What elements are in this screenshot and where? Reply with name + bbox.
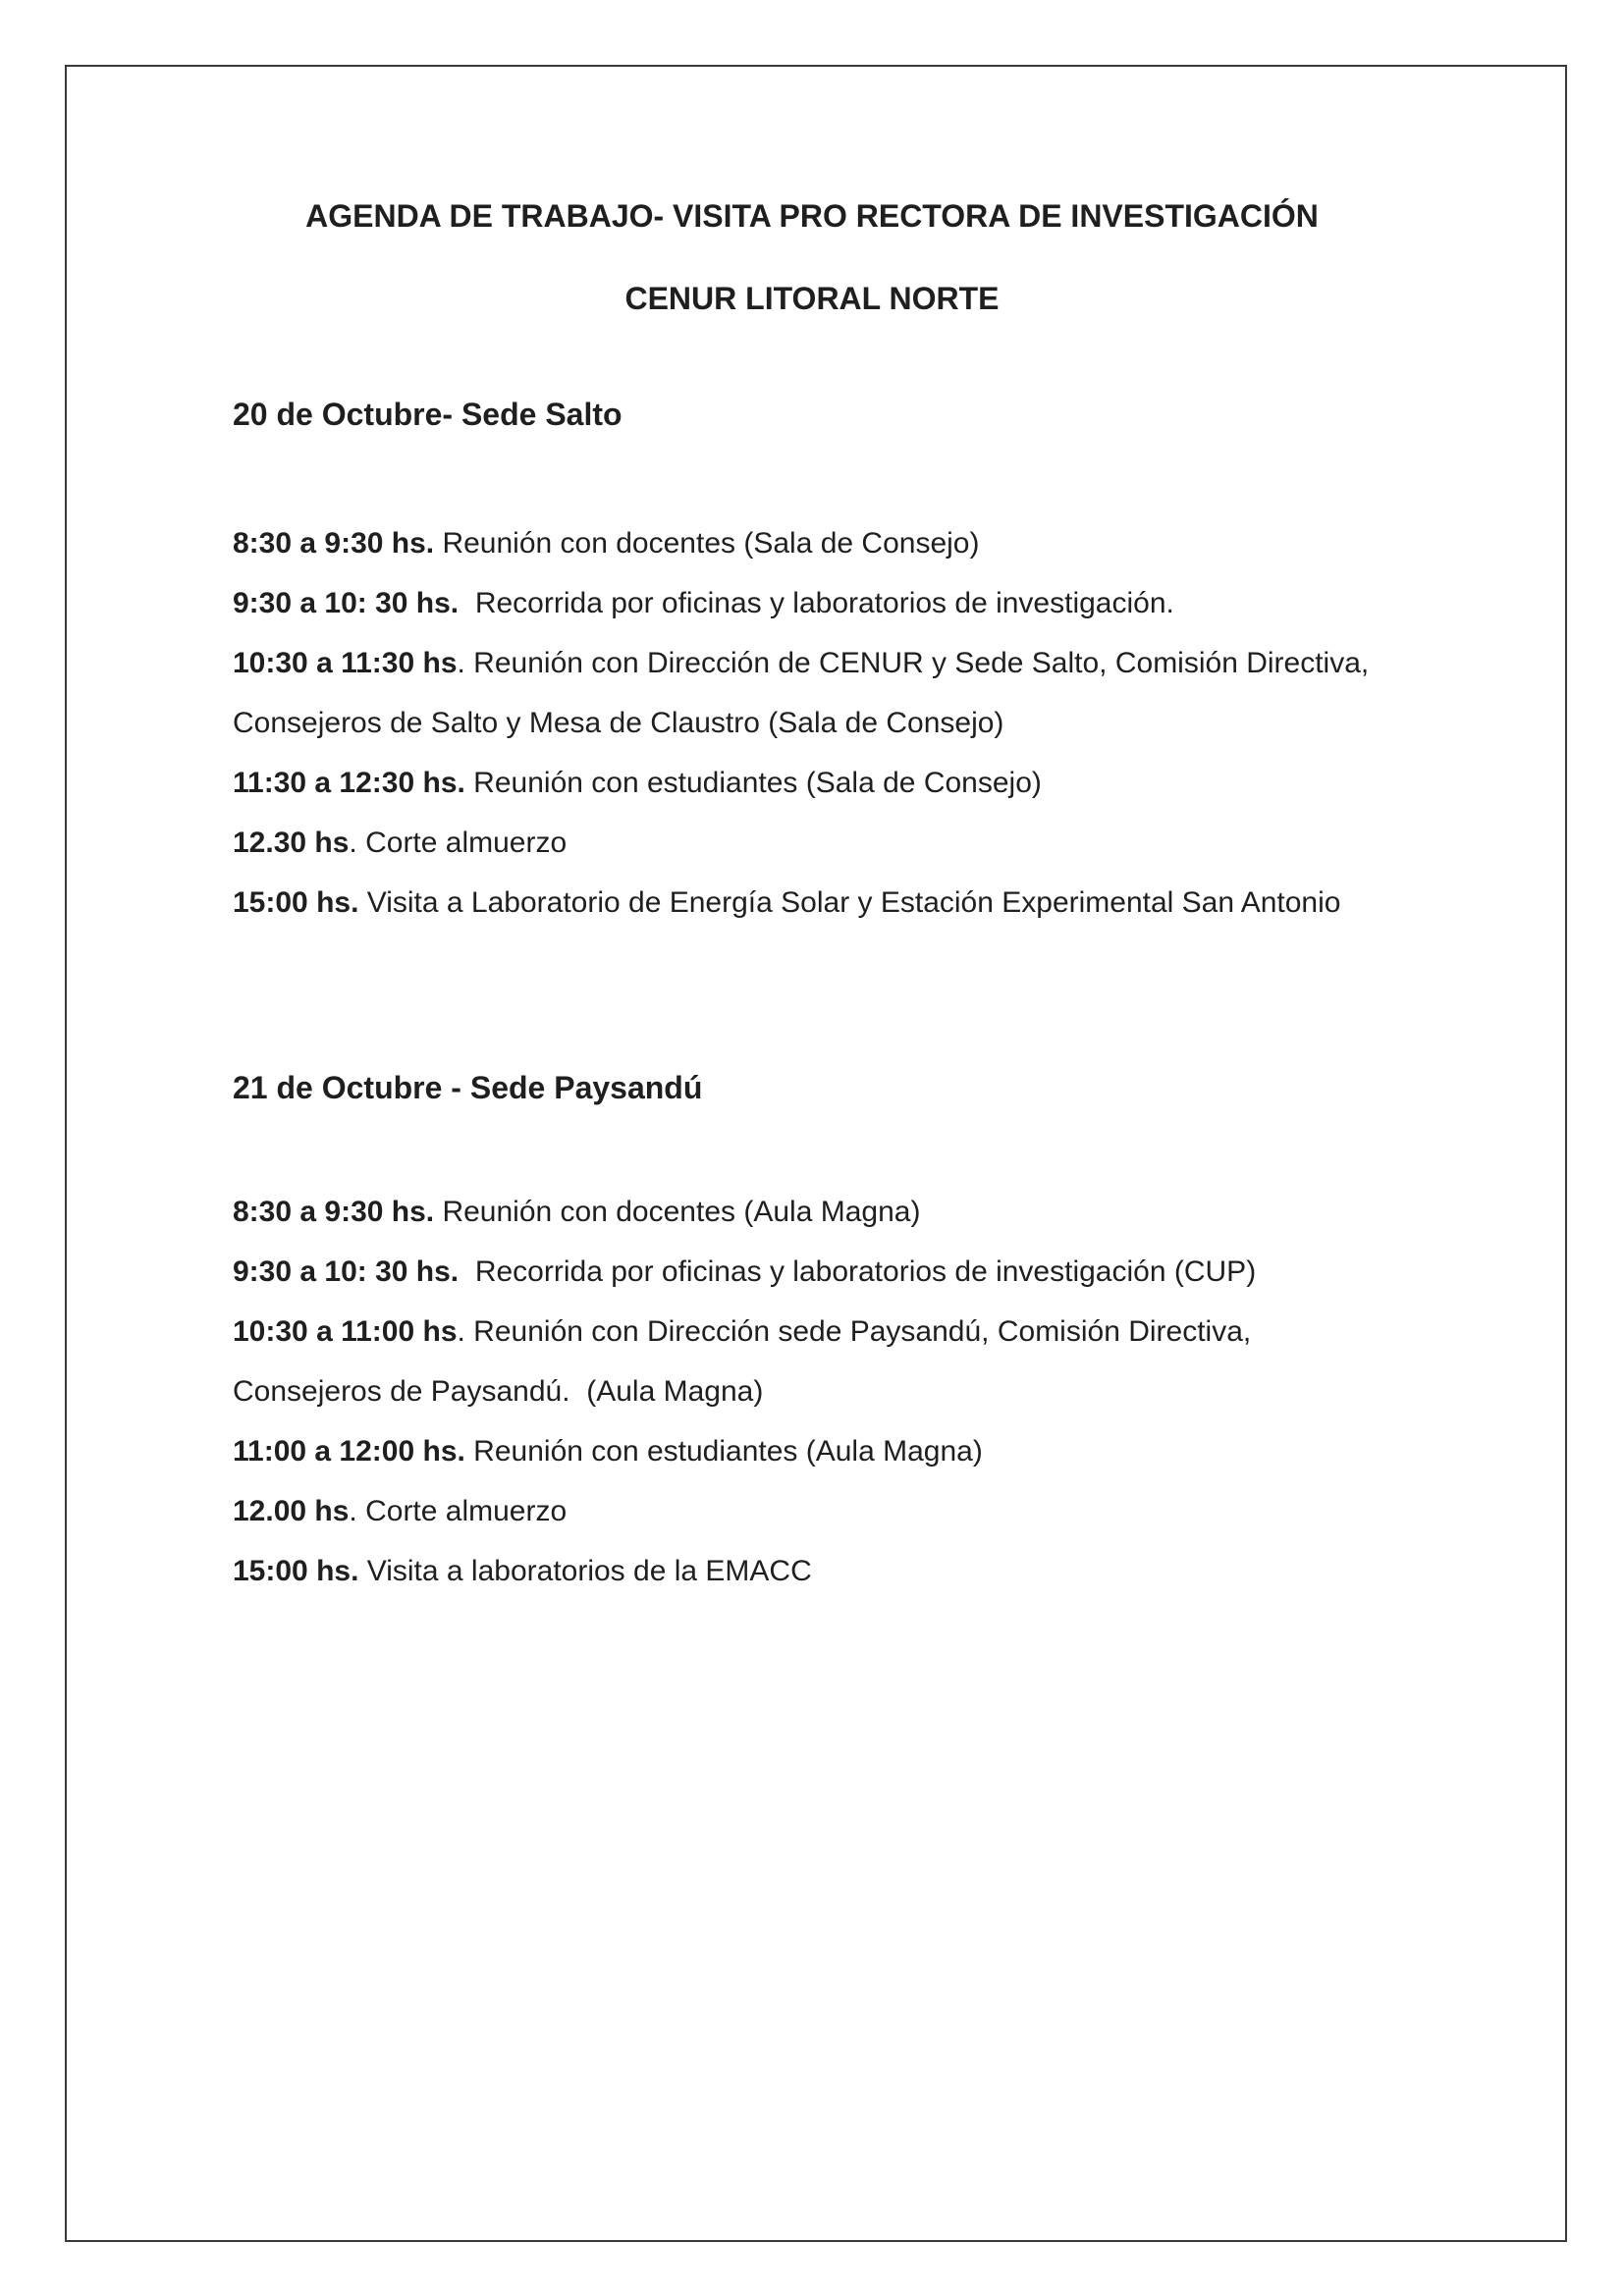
entry-time: 8:30 a 9:30 hs. bbox=[233, 1196, 435, 1228]
document-subtitle: CENUR LITORAL NORTE bbox=[624, 281, 1000, 316]
agenda-entry bbox=[233, 646, 1369, 681]
entry-time: 11:00 a 12:00 hs. bbox=[233, 1435, 465, 1468]
agenda-entry bbox=[233, 826, 567, 861]
entry-time: 12.00 hs bbox=[233, 1495, 350, 1527]
page-border bbox=[65, 65, 1567, 2242]
entry-text: Consejeros de Paysandú. (Aula Magna) bbox=[233, 1375, 764, 1408]
entry-time: 15:00 hs. bbox=[233, 886, 359, 919]
entry-time: 10:30 a 11:30 hs bbox=[233, 647, 458, 679]
document-title: AGENDA DE TRABAJO- VISITA PRO RECTORA DE INVESTIGACIÓN bbox=[305, 198, 1319, 234]
entry-text: Reunión con estudiantes (Aula Magna) bbox=[464, 1435, 983, 1468]
entry-text: Reunión con estudiantes (Sala de Consejo) bbox=[464, 767, 1042, 799]
agenda-entry bbox=[233, 1195, 920, 1230]
entry-text: . Reunión con Dirección de CENUR y Sede Salto, Comisión Directiva, bbox=[457, 647, 1370, 679]
entry-time: 15:00 hs. bbox=[233, 1555, 359, 1587]
entry-text: Reunión con docentes (Sala de Consejo) bbox=[434, 527, 980, 560]
entry-text: . Reunión con Dirección sede Paysandú, Comisión Directiva, bbox=[457, 1315, 1252, 1348]
day-heading-salto: 20 de Octubre- Sede Salto bbox=[233, 397, 623, 432]
entry-text: Visita a Laboratorio de Energía Solar y Estación Experimental San Antonio bbox=[358, 886, 1341, 919]
entry-time: 12.30 hs bbox=[233, 827, 350, 859]
entry-text: Recorrida por oficinas y laboratorios de investigación. bbox=[459, 587, 1174, 619]
entry-time: 8:30 a 9:30 hs. bbox=[233, 527, 435, 560]
agenda-entry bbox=[233, 1494, 567, 1529]
agenda-entry bbox=[233, 586, 1174, 621]
agenda-entry bbox=[233, 1554, 812, 1589]
entry-time: 11:30 a 12:30 hs. bbox=[233, 767, 465, 799]
agenda-entry bbox=[233, 1314, 1251, 1350]
agenda-entry bbox=[233, 526, 979, 561]
entry-text: Reunión con docentes (Aula Magna) bbox=[434, 1196, 921, 1228]
entry-text: Visita a laboratorios de la EMACC bbox=[358, 1555, 812, 1587]
entry-text: Recorrida por oficinas y laboratorios de investigación (CUP) bbox=[459, 1255, 1257, 1288]
agenda-entry bbox=[233, 885, 1340, 921]
agenda-entry-continuation bbox=[233, 706, 1003, 741]
entry-time: 9:30 a 10: 30 hs. bbox=[233, 1255, 460, 1288]
agenda-entry bbox=[233, 1434, 983, 1469]
entry-text: . Corte almuerzo bbox=[349, 827, 568, 859]
agenda-entry bbox=[233, 1255, 1256, 1290]
day-heading-paysandu: 21 de Octubre - Sede Paysandú bbox=[233, 1070, 703, 1105]
agenda-entry bbox=[233, 766, 1042, 801]
entry-text: . Corte almuerzo bbox=[349, 1495, 568, 1527]
agenda-entry-continuation bbox=[233, 1374, 763, 1410]
entry-time: 9:30 a 10: 30 hs. bbox=[233, 587, 460, 619]
entry-text: Consejeros de Salto y Mesa de Claustro (Sala de Consejo) bbox=[233, 707, 1004, 739]
entry-time: 10:30 a 11:00 hs bbox=[233, 1315, 458, 1348]
